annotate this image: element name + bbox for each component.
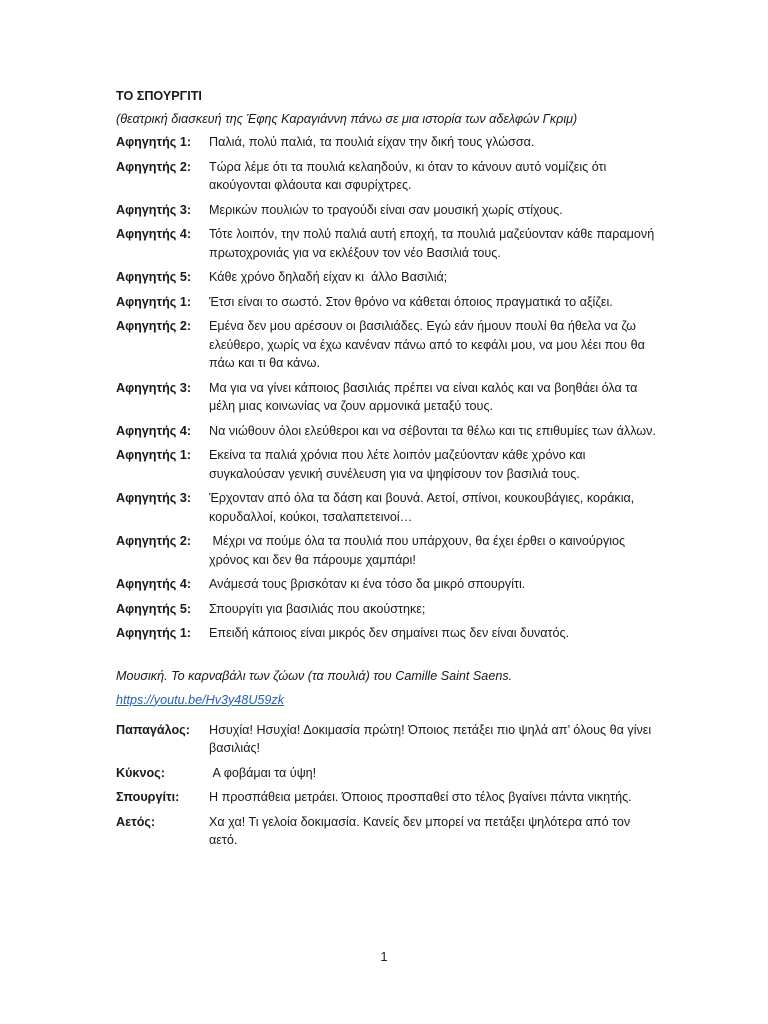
speech-text: Ησυχία! Ησυχία! Δοκιμασία πρώτη! Όποιος πετάξει πιο ψηλά απ’ όλους θα γίνει βασιλιάς! <box>209 722 655 755</box>
speech-text: Η προσπάθεια μετράει. Όποιος προσπαθεί στο τέλος βγαίνει πάντα νικητής. <box>209 790 632 804</box>
speech-text: Έτσι είναι το σωστό. Στον θρόνο να κάθεται όποιος πραγματικά το αξίζει. <box>209 294 613 309</box>
dialogue-line <box>116 721 656 758</box>
dialogue-line <box>116 813 656 850</box>
document-subtitle: (θεατρική διασκευή της Έφης Καραγιάννη πάνω σε μια ιστορία των αδελφών Γκριμ) <box>116 112 578 126</box>
speaker-label: Αφηγητής 1: <box>116 448 192 462</box>
speech-text: Εκείνα τα παλιά χρόνια που λέτε λοιπόν μαζεύονταν κάθε χρόνο και συγκαλούσαν γενική συνέλευση για να ψηφίσουν τον βασιλιά τους. <box>209 448 589 481</box>
speaker-label: Αφηγητής 3: <box>116 491 192 505</box>
speaker-label: Αφηγητής 3: <box>116 380 192 395</box>
dialogue-part-2 <box>116 721 656 850</box>
dialogue-line <box>116 788 656 807</box>
speech-text: Μα για να γίνει κάποιος βασιλιάς πρέπει να είναι καλός και να βοηθάει όλα τα μέλη μιας κοινωνίας να ζουν αρμονικά μεταξύ τους. <box>209 380 641 413</box>
dialogue-line <box>116 764 656 783</box>
dialogue-line <box>116 379 656 416</box>
speech-text: Α φοβάμαι τα ύψη! <box>209 765 317 780</box>
speaker-label: Αφηγητής 1: <box>116 135 192 149</box>
speech-text: Ανάμεσά τους βρισκόταν κι ένα τόσο δα μικρό σπουργίτι. <box>209 577 526 591</box>
dialogue-line <box>116 446 656 483</box>
speaker-label: Παπαγάλος: <box>116 722 190 737</box>
dialogue-line <box>116 225 656 262</box>
dialogue-line <box>116 293 656 312</box>
music-note: Μουσική. Το καρναβάλι των ζώων (τα πουλιά) του Camille Saint Saens. <box>116 668 513 683</box>
dialogue-line <box>116 532 656 569</box>
page-number: 1 <box>380 950 388 964</box>
dialogue-line <box>116 489 656 526</box>
speaker-label: Αφηγητής 2: <box>116 159 192 174</box>
dialogue-line <box>116 575 656 594</box>
speech-text: Μερικών πουλιών το τραγούδι είναι σαν μουσική χωρίς στίχους. <box>209 202 563 217</box>
speech-text: Να νιώθουν όλοι ελεύθεροι και να σέβονται τα θέλω και τις επιθυμίες των άλλων. <box>209 423 656 438</box>
speaker-label: Κύκνος: <box>116 765 165 780</box>
speaker-label: Σπουργίτι: <box>116 790 180 804</box>
speech-text: Σπουργίτι για βασιλιάς που ακούστηκε; <box>209 601 426 616</box>
speech-text: Επειδή κάποιος είναι μικρός δεν σημαίνει πως δεν είναι δυνατός. <box>209 626 570 640</box>
dialogue-line <box>116 158 656 195</box>
dialogue-line <box>116 624 656 643</box>
speaker-label: Αφηγητής 4: <box>116 577 192 591</box>
link-row <box>116 691 656 715</box>
speaker-label: Αετός: <box>116 814 156 829</box>
speaker-label: Αφηγητής 5: <box>116 270 192 284</box>
speech-text: Τότε λοιπόν, την πολύ παλιά αυτή εποχή, τα πουλιά μαζεύονταν κάθε παραμονή πρωτοχρονιάς για να εκλέξουν τον νέο Βασιλιά τους. <box>209 227 658 260</box>
dialogue-line <box>116 317 656 373</box>
speech-text: Έρχονταν από όλα τα δάση και βουνά. Αετοί, σπίνοι, κουκουβάγιες, κοράκια, κορυδαλλοί, κούκοι, τσαλαπετεινοί… <box>209 491 638 524</box>
dialogue-line <box>116 600 656 619</box>
speech-text: Κάθε χρόνο δηλαδή είχαν κι άλλο Βασιλιά; <box>209 270 448 284</box>
document-body <box>116 87 656 856</box>
speaker-label: Αφηγητής 4: <box>116 423 192 438</box>
speech-text: Μέχρι να πούμε όλα τα πουλιά που υπάρχουν, θα έχει έρθει ο καινούργιος χρόνος και δεν θα πάρουμε χαμπάρι! <box>209 534 629 567</box>
dialogue-line <box>116 133 656 152</box>
speaker-label: Αφηγητής 1: <box>116 294 192 309</box>
speaker-label: Αφηγητής 3: <box>116 202 192 217</box>
speaker-label: Αφηγητής 5: <box>116 601 192 616</box>
dialogue-line <box>116 268 656 287</box>
speaker-label: Αφηγητής 1: <box>116 626 192 640</box>
speech-text: Παλιά, πολύ παλιά, τα πουλιά είχαν την δική τους γλώσσα. <box>209 135 535 149</box>
speaker-label: Αφηγητής 2: <box>116 534 192 548</box>
speaker-label: Αφηγητής 2: <box>116 319 192 333</box>
speech-text: Χα χα! Τι γελοία δοκιμασία. Κανείς δεν μπορεί να πετάξει ψηλότερα από τον αετό. <box>209 814 634 847</box>
dialogue-line <box>116 201 656 220</box>
youtube-link[interactable]: https://youtu.be/Hv3y48U59zk <box>116 692 285 707</box>
document-title: ΤΟ ΣΠΟΥΡΓΙΤΙ <box>116 89 202 103</box>
dialogue-part-1 <box>116 133 656 643</box>
speaker-label: Αφηγητής 4: <box>116 227 192 241</box>
speech-text: Τώρα λέμε ότι τα πουλιά κελαηδούν, κι όταν το κάνουν αυτό νομίζεις ότι ακούγονται φλάουτα και σφυρίχτρες. <box>209 159 610 192</box>
dialogue-line <box>116 422 656 441</box>
speech-text: Εμένα δεν μου αρέσουν οι βασιλιάδες. Εγώ εάν ήμουν πουλί θα ήθελα να ζω ελεύθερο, χωρίς να έχω κανέναν πάνω από το κεφάλι μου, να μου λέει που θα πάω και τι θα κάνω. <box>209 319 649 370</box>
